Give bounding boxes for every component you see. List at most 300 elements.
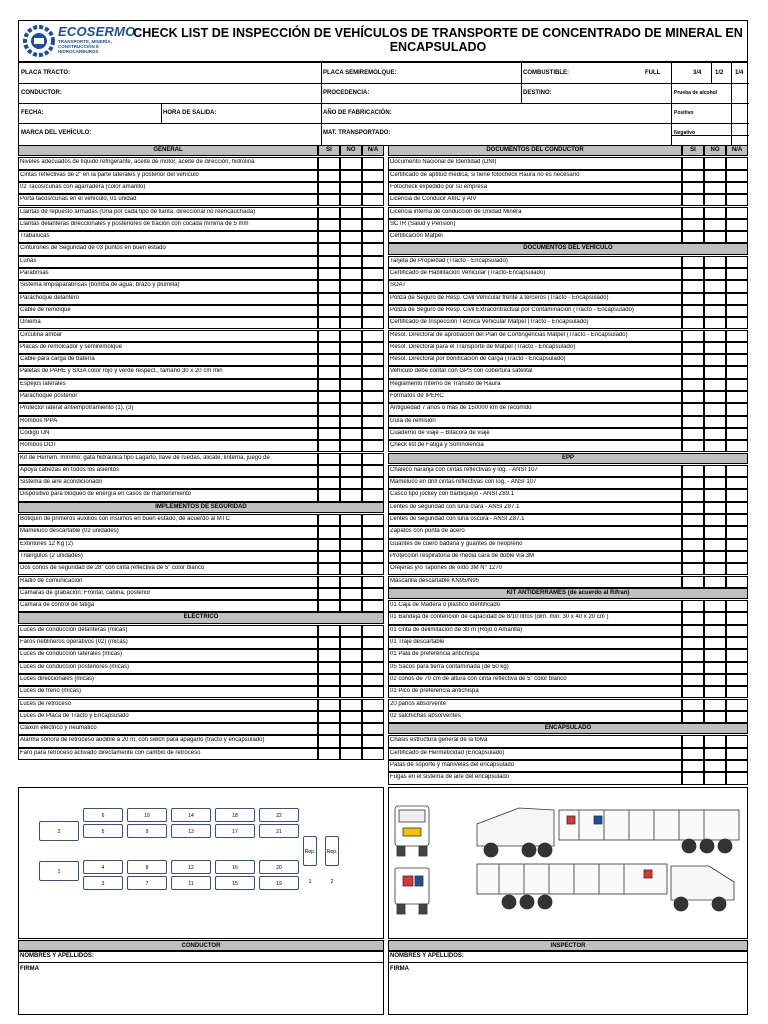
check-cell-na[interactable] — [362, 157, 384, 169]
tire-position[interactable]: 4 — [83, 860, 123, 874]
tire-position[interactable]: 21 — [259, 824, 299, 838]
check-cell-na[interactable] — [362, 649, 384, 661]
check-cell-si[interactable] — [682, 748, 704, 760]
check-cell-na[interactable] — [726, 317, 748, 329]
check-cell-na[interactable] — [726, 379, 748, 391]
check-cell-na[interactable] — [726, 686, 748, 698]
check-cell-si[interactable] — [682, 563, 704, 575]
check-cell-na[interactable] — [362, 625, 384, 637]
check-cell-na[interactable] — [726, 477, 748, 489]
tire-position[interactable]: 5 — [83, 824, 123, 838]
check-cell-no[interactable] — [340, 256, 362, 268]
check-cell-si[interactable] — [682, 514, 704, 526]
check-cell-si[interactable] — [682, 526, 704, 538]
check-cell-no[interactable] — [340, 366, 362, 378]
check-cell-na[interactable] — [726, 662, 748, 674]
check-cell-si[interactable] — [318, 477, 340, 489]
check-cell-na[interactable] — [362, 514, 384, 526]
check-cell-no[interactable] — [704, 502, 726, 514]
check-cell-no[interactable] — [340, 662, 362, 674]
check-cell-si[interactable] — [318, 428, 340, 440]
check-cell-na[interactable] — [726, 711, 748, 723]
check-cell-no[interactable] — [340, 588, 362, 600]
check-cell-na[interactable] — [726, 330, 748, 342]
check-cell-na[interactable] — [726, 576, 748, 588]
check-cell-no[interactable] — [340, 711, 362, 723]
check-cell-na[interactable] — [362, 489, 384, 501]
tire-position[interactable]: 7 — [127, 876, 167, 890]
check-cell-na[interactable] — [362, 674, 384, 686]
check-cell-no[interactable] — [340, 182, 362, 194]
check-cell-no[interactable] — [704, 403, 726, 415]
check-cell-na[interactable] — [362, 243, 384, 255]
tire-position[interactable]: 13 — [171, 824, 211, 838]
check-cell-no[interactable] — [704, 563, 726, 575]
check-cell-na[interactable] — [362, 526, 384, 538]
check-cell-no[interactable] — [340, 293, 362, 305]
check-cell-no[interactable] — [704, 625, 726, 637]
check-cell-na[interactable] — [726, 748, 748, 760]
tire-position[interactable]: 16 — [215, 860, 255, 874]
check-cell-no[interactable] — [340, 649, 362, 661]
check-cell-na[interactable] — [726, 489, 748, 501]
check-cell-na[interactable] — [362, 563, 384, 575]
check-cell-na[interactable] — [726, 625, 748, 637]
check-cell-si[interactable] — [318, 391, 340, 403]
check-cell-si[interactable] — [682, 576, 704, 588]
check-cell-si[interactable] — [682, 551, 704, 563]
check-cell-si[interactable] — [682, 391, 704, 403]
check-cell-si[interactable] — [682, 625, 704, 637]
conductor-signature-box[interactable] — [18, 951, 384, 1015]
check-cell-no[interactable] — [340, 379, 362, 391]
check-cell-na[interactable] — [726, 256, 748, 268]
check-cell-na[interactable] — [726, 428, 748, 440]
check-cell-no[interactable] — [704, 760, 726, 772]
check-cell-si[interactable] — [318, 317, 340, 329]
check-cell-na[interactable] — [726, 563, 748, 575]
check-cell-no[interactable] — [340, 280, 362, 292]
check-cell-si[interactable] — [318, 330, 340, 342]
check-cell-na[interactable] — [362, 576, 384, 588]
check-cell-na[interactable] — [362, 317, 384, 329]
check-cell-si[interactable] — [682, 440, 704, 452]
check-cell-si[interactable] — [682, 305, 704, 317]
tire-position[interactable]: 9 — [127, 824, 167, 838]
check-cell-no[interactable] — [340, 551, 362, 563]
check-cell-na[interactable] — [362, 453, 384, 465]
check-cell-si[interactable] — [318, 280, 340, 292]
check-cell-si[interactable] — [318, 305, 340, 317]
check-cell-na[interactable] — [726, 354, 748, 366]
check-cell-na[interactable] — [362, 366, 384, 378]
check-cell-na[interactable] — [726, 502, 748, 514]
check-cell-no[interactable] — [704, 317, 726, 329]
check-cell-no[interactable] — [704, 194, 726, 206]
check-cell-si[interactable] — [318, 563, 340, 575]
check-cell-na[interactable] — [726, 551, 748, 563]
tire-position[interactable]: 1 — [39, 861, 79, 881]
check-cell-na[interactable] — [362, 219, 384, 231]
check-cell-si[interactable] — [318, 453, 340, 465]
tire-position[interactable]: 3 — [83, 876, 123, 890]
check-cell-no[interactable] — [704, 514, 726, 526]
check-cell-no[interactable] — [340, 563, 362, 575]
check-cell-si[interactable] — [682, 649, 704, 661]
check-cell-no[interactable] — [340, 330, 362, 342]
check-cell-na[interactable] — [726, 305, 748, 317]
check-cell-no[interactable] — [340, 674, 362, 686]
check-cell-no[interactable] — [704, 662, 726, 674]
check-cell-na[interactable] — [362, 748, 384, 760]
check-cell-no[interactable] — [704, 207, 726, 219]
check-cell-si[interactable] — [318, 489, 340, 501]
check-cell-no[interactable] — [340, 465, 362, 477]
check-cell-no[interactable] — [340, 526, 362, 538]
check-cell-na[interactable] — [726, 182, 748, 194]
check-cell-si[interactable] — [318, 354, 340, 366]
check-cell-na[interactable] — [362, 735, 384, 747]
check-cell-na[interactable] — [362, 194, 384, 206]
check-cell-no[interactable] — [704, 280, 726, 292]
tire-position[interactable]: 19 — [259, 876, 299, 890]
check-cell-si[interactable] — [318, 625, 340, 637]
check-cell-si[interactable] — [682, 662, 704, 674]
fuel-1-2[interactable]: 1/2 — [715, 70, 724, 76]
check-cell-no[interactable] — [704, 612, 726, 624]
fuel-1-4[interactable]: 1/4 — [735, 70, 744, 76]
tire-position[interactable]: 20 — [259, 860, 299, 874]
check-cell-si[interactable] — [318, 735, 340, 747]
check-cell-no[interactable] — [704, 219, 726, 231]
check-cell-na[interactable] — [726, 699, 748, 711]
tire-position[interactable]: 11 — [171, 876, 211, 890]
check-cell-no[interactable] — [340, 686, 362, 698]
check-cell-no[interactable] — [340, 440, 362, 452]
tire-position[interactable]: 17 — [215, 824, 255, 838]
check-cell-no[interactable] — [704, 330, 726, 342]
check-cell-si[interactable] — [318, 379, 340, 391]
check-cell-no[interactable] — [340, 489, 362, 501]
tire-position[interactable]: 6 — [83, 808, 123, 822]
check-cell-si[interactable] — [682, 600, 704, 612]
check-cell-na[interactable] — [362, 256, 384, 268]
check-cell-no[interactable] — [340, 194, 362, 206]
check-cell-si[interactable] — [318, 440, 340, 452]
check-cell-na[interactable] — [362, 379, 384, 391]
check-cell-na[interactable] — [726, 342, 748, 354]
check-cell-na[interactable] — [726, 514, 748, 526]
check-cell-si[interactable] — [318, 268, 340, 280]
check-cell-no[interactable] — [340, 428, 362, 440]
check-cell-no[interactable] — [704, 539, 726, 551]
check-cell-si[interactable] — [318, 366, 340, 378]
check-cell-si[interactable] — [318, 539, 340, 551]
check-cell-si[interactable] — [682, 379, 704, 391]
check-cell-si[interactable] — [318, 182, 340, 194]
check-cell-si[interactable] — [682, 219, 704, 231]
tire-position[interactable]: 12 — [171, 860, 211, 874]
check-cell-na[interactable] — [362, 600, 384, 612]
tire-position[interactable]: 22 — [259, 808, 299, 822]
check-cell-no[interactable] — [704, 600, 726, 612]
check-cell-si[interactable] — [318, 526, 340, 538]
check-cell-na[interactable] — [362, 207, 384, 219]
check-cell-no[interactable] — [340, 416, 362, 428]
check-cell-na[interactable] — [726, 170, 748, 182]
check-cell-na[interactable] — [726, 416, 748, 428]
inspector-signature-box[interactable] — [388, 951, 748, 1015]
check-cell-na[interactable] — [726, 194, 748, 206]
check-cell-no[interactable] — [704, 465, 726, 477]
check-cell-na[interactable] — [726, 440, 748, 452]
check-cell-si[interactable] — [682, 256, 704, 268]
fuel-full[interactable]: FULL — [645, 70, 661, 76]
check-cell-na[interactable] — [726, 465, 748, 477]
check-cell-na[interactable] — [726, 735, 748, 747]
check-cell-na[interactable] — [726, 637, 748, 649]
check-cell-no[interactable] — [340, 207, 362, 219]
check-cell-na[interactable] — [362, 686, 384, 698]
check-cell-si[interactable] — [318, 637, 340, 649]
check-cell-na[interactable] — [726, 772, 748, 784]
check-cell-si[interactable] — [318, 649, 340, 661]
tire-position[interactable]: Rep. 1 — [303, 836, 317, 866]
check-cell-na[interactable] — [726, 539, 748, 551]
check-cell-si[interactable] — [682, 735, 704, 747]
check-cell-no[interactable] — [704, 268, 726, 280]
check-cell-si[interactable] — [682, 428, 704, 440]
check-cell-no[interactable] — [704, 576, 726, 588]
check-cell-si[interactable] — [318, 588, 340, 600]
check-cell-no[interactable] — [340, 600, 362, 612]
check-cell-na[interactable] — [362, 268, 384, 280]
check-cell-na[interactable] — [362, 293, 384, 305]
check-cell-no[interactable] — [340, 477, 362, 489]
check-cell-no[interactable] — [704, 649, 726, 661]
check-cell-no[interactable] — [704, 170, 726, 182]
check-cell-no[interactable] — [340, 625, 362, 637]
check-cell-na[interactable] — [726, 612, 748, 624]
check-cell-si[interactable] — [318, 576, 340, 588]
check-cell-no[interactable] — [704, 428, 726, 440]
check-cell-si[interactable] — [682, 293, 704, 305]
check-cell-si[interactable] — [318, 674, 340, 686]
check-cell-na[interactable] — [726, 403, 748, 415]
check-cell-na[interactable] — [362, 699, 384, 711]
check-cell-no[interactable] — [340, 403, 362, 415]
check-cell-no[interactable] — [340, 305, 362, 317]
check-cell-na[interactable] — [726, 157, 748, 169]
check-cell-no[interactable] — [340, 723, 362, 735]
check-cell-na[interactable] — [726, 219, 748, 231]
check-cell-no[interactable] — [340, 170, 362, 182]
check-cell-no[interactable] — [340, 453, 362, 465]
check-cell-na[interactable] — [726, 674, 748, 686]
tire-position[interactable]: 8 — [127, 860, 167, 874]
check-cell-si[interactable] — [682, 157, 704, 169]
check-cell-si[interactable] — [318, 711, 340, 723]
check-cell-si[interactable] — [682, 674, 704, 686]
check-cell-si[interactable] — [318, 256, 340, 268]
check-cell-na[interactable] — [362, 391, 384, 403]
check-cell-si[interactable] — [318, 157, 340, 169]
check-cell-no[interactable] — [704, 366, 726, 378]
check-cell-si[interactable] — [682, 477, 704, 489]
check-cell-na[interactable] — [726, 280, 748, 292]
tire-position[interactable]: 14 — [171, 808, 211, 822]
check-cell-si[interactable] — [682, 182, 704, 194]
check-cell-na[interactable] — [362, 711, 384, 723]
check-cell-si[interactable] — [682, 268, 704, 280]
check-cell-si[interactable] — [682, 612, 704, 624]
check-cell-no[interactable] — [704, 686, 726, 698]
check-cell-no[interactable] — [704, 293, 726, 305]
check-cell-na[interactable] — [726, 600, 748, 612]
check-cell-no[interactable] — [704, 231, 726, 243]
check-cell-na[interactable] — [362, 440, 384, 452]
check-cell-si[interactable] — [682, 280, 704, 292]
check-cell-si[interactable] — [682, 330, 704, 342]
check-cell-no[interactable] — [340, 243, 362, 255]
check-cell-no[interactable] — [704, 711, 726, 723]
check-cell-na[interactable] — [362, 354, 384, 366]
check-cell-si[interactable] — [682, 194, 704, 206]
check-cell-na[interactable] — [362, 231, 384, 243]
check-cell-si[interactable] — [682, 502, 704, 514]
check-cell-no[interactable] — [704, 674, 726, 686]
check-cell-si[interactable] — [682, 699, 704, 711]
check-cell-na[interactable] — [362, 416, 384, 428]
check-cell-na[interactable] — [726, 760, 748, 772]
check-cell-no[interactable] — [340, 748, 362, 760]
check-cell-no[interactable] — [704, 440, 726, 452]
check-cell-no[interactable] — [704, 551, 726, 563]
check-cell-na[interactable] — [362, 723, 384, 735]
check-cell-no[interactable] — [704, 342, 726, 354]
check-cell-no[interactable] — [704, 748, 726, 760]
check-cell-no[interactable] — [704, 699, 726, 711]
check-cell-no[interactable] — [704, 354, 726, 366]
check-cell-no[interactable] — [704, 477, 726, 489]
tire-position[interactable]: 18 — [215, 808, 255, 822]
check-cell-na[interactable] — [726, 649, 748, 661]
check-cell-si[interactable] — [682, 686, 704, 698]
check-cell-si[interactable] — [318, 600, 340, 612]
check-cell-na[interactable] — [362, 465, 384, 477]
check-cell-no[interactable] — [340, 231, 362, 243]
check-cell-na[interactable] — [362, 539, 384, 551]
check-cell-si[interactable] — [318, 514, 340, 526]
check-cell-si[interactable] — [318, 416, 340, 428]
check-cell-na[interactable] — [362, 637, 384, 649]
check-cell-no[interactable] — [704, 735, 726, 747]
check-cell-no[interactable] — [340, 735, 362, 747]
check-cell-si[interactable] — [682, 317, 704, 329]
check-cell-si[interactable] — [318, 686, 340, 698]
check-cell-si[interactable] — [318, 194, 340, 206]
check-cell-na[interactable] — [726, 366, 748, 378]
check-cell-no[interactable] — [340, 317, 362, 329]
check-cell-si[interactable] — [318, 219, 340, 231]
check-cell-si[interactable] — [682, 342, 704, 354]
check-cell-na[interactable] — [362, 662, 384, 674]
check-cell-no[interactable] — [704, 379, 726, 391]
check-cell-no[interactable] — [340, 157, 362, 169]
check-cell-no[interactable] — [340, 268, 362, 280]
check-cell-si[interactable] — [318, 207, 340, 219]
check-cell-si[interactable] — [318, 723, 340, 735]
check-cell-no[interactable] — [704, 526, 726, 538]
tire-position[interactable]: 15 — [215, 876, 255, 890]
check-cell-si[interactable] — [318, 662, 340, 674]
tire-position[interactable]: 10 — [127, 808, 167, 822]
check-cell-na[interactable] — [362, 170, 384, 182]
tire-position[interactable]: Rep. 2 — [325, 836, 339, 866]
check-cell-si[interactable] — [682, 539, 704, 551]
check-cell-si[interactable] — [318, 293, 340, 305]
check-cell-si[interactable] — [682, 403, 704, 415]
check-cell-no[interactable] — [704, 391, 726, 403]
check-cell-no[interactable] — [340, 699, 362, 711]
check-cell-si[interactable] — [318, 170, 340, 182]
check-cell-na[interactable] — [362, 342, 384, 354]
check-cell-si[interactable] — [682, 354, 704, 366]
check-cell-na[interactable] — [726, 268, 748, 280]
check-cell-na[interactable] — [362, 477, 384, 489]
check-cell-si[interactable] — [318, 231, 340, 243]
check-cell-si[interactable] — [318, 699, 340, 711]
check-cell-si[interactable] — [318, 551, 340, 563]
check-cell-si[interactable] — [682, 489, 704, 501]
check-cell-si[interactable] — [682, 637, 704, 649]
check-cell-si[interactable] — [682, 711, 704, 723]
check-cell-no[interactable] — [704, 305, 726, 317]
check-cell-si[interactable] — [682, 772, 704, 784]
check-cell-no[interactable] — [340, 576, 362, 588]
check-cell-no[interactable] — [704, 256, 726, 268]
fuel-3-4[interactable]: 3/4 — [693, 70, 702, 76]
check-cell-na[interactable] — [726, 526, 748, 538]
check-cell-si[interactable] — [318, 403, 340, 415]
check-cell-na[interactable] — [362, 428, 384, 440]
check-cell-no[interactable] — [704, 157, 726, 169]
check-cell-na[interactable] — [726, 293, 748, 305]
tire-position[interactable]: 2 — [39, 821, 79, 841]
check-cell-si[interactable] — [682, 170, 704, 182]
check-cell-si[interactable] — [682, 207, 704, 219]
check-cell-si[interactable] — [682, 366, 704, 378]
check-cell-no[interactable] — [340, 637, 362, 649]
check-cell-na[interactable] — [362, 280, 384, 292]
check-cell-si[interactable] — [318, 243, 340, 255]
check-cell-no[interactable] — [704, 772, 726, 784]
check-cell-no[interactable] — [704, 637, 726, 649]
check-cell-no[interactable] — [704, 416, 726, 428]
check-cell-no[interactable] — [704, 182, 726, 194]
check-cell-si[interactable] — [318, 342, 340, 354]
check-cell-na[interactable] — [362, 330, 384, 342]
check-cell-no[interactable] — [340, 342, 362, 354]
check-cell-na[interactable] — [726, 391, 748, 403]
check-cell-si[interactable] — [682, 231, 704, 243]
check-cell-na[interactable] — [726, 231, 748, 243]
check-cell-no[interactable] — [340, 354, 362, 366]
check-cell-no[interactable] — [340, 514, 362, 526]
check-cell-na[interactable] — [362, 305, 384, 317]
check-cell-na[interactable] — [362, 588, 384, 600]
check-cell-na[interactable] — [362, 403, 384, 415]
